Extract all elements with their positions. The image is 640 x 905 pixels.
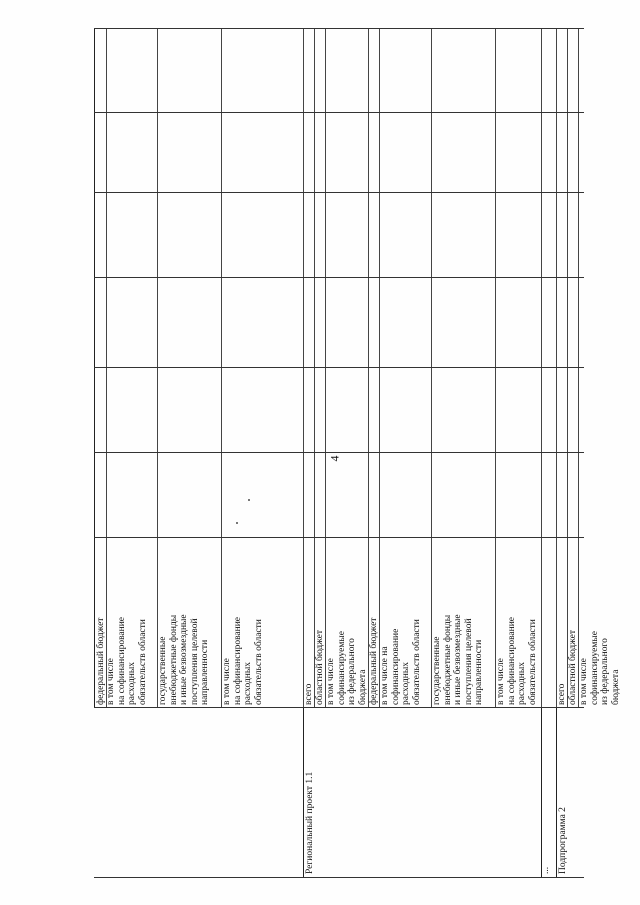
row-label: в том числе на софинансирование расходных обязательств области xyxy=(380,619,422,705)
table-row xyxy=(495,28,542,708)
row-label: областной бюджет xyxy=(315,629,325,705)
row-label: в том числе на софинансирование расходных обязательств области xyxy=(496,616,538,705)
row-label: всего xyxy=(557,683,567,705)
table-row xyxy=(379,28,432,708)
section-label: ... xyxy=(541,866,551,874)
column-line xyxy=(94,112,584,113)
row-label: в том числе софинансируемые из федерального бюджета xyxy=(326,631,368,705)
column-line xyxy=(94,277,584,278)
section-label: Подпрограмма 2 xyxy=(558,807,568,874)
section-label: Региональный проект 1.1 xyxy=(305,771,315,874)
column-line xyxy=(94,367,584,368)
table-section-regional-project xyxy=(303,28,542,878)
table-row xyxy=(157,28,222,708)
column-line xyxy=(94,537,584,538)
page-number: 4 xyxy=(327,455,342,462)
row-label: государственные внебюджетные фонды и иные безвозмездные поступления целевой направленности xyxy=(432,614,485,705)
row-label: государственные внебюджетные фонды и иные безвозмездные поступления целевой направленности xyxy=(158,614,211,705)
table-section-subprogram-2 xyxy=(556,28,621,878)
table-row xyxy=(578,28,628,708)
scan-speck xyxy=(236,522,238,524)
table-row xyxy=(105,28,158,708)
row-label: федеральный бюджет xyxy=(96,617,106,705)
table-section-ellipsis xyxy=(541,28,557,878)
table-border xyxy=(94,28,584,29)
budget-table xyxy=(94,28,621,878)
column-line xyxy=(94,452,584,453)
table-row xyxy=(221,28,304,708)
table-row xyxy=(325,28,369,708)
row-label: в том числе на софинансирование расходных обязательств области xyxy=(222,616,264,705)
scan-speck xyxy=(248,499,250,501)
column-line xyxy=(94,192,584,193)
row-label: всего xyxy=(304,683,314,705)
table-section-continuation xyxy=(94,28,304,878)
row-label: в том числе софинансируемые из федерального бюджета xyxy=(579,631,621,705)
table-row xyxy=(431,28,496,708)
row-label: федеральный бюджет xyxy=(369,617,379,705)
row-label: областной бюджет xyxy=(568,629,578,705)
table-row xyxy=(541,28,557,708)
column-line xyxy=(94,707,584,708)
row-label: в том числе на софинансирование расходных обязательств области xyxy=(106,616,148,705)
table-border xyxy=(94,877,584,878)
